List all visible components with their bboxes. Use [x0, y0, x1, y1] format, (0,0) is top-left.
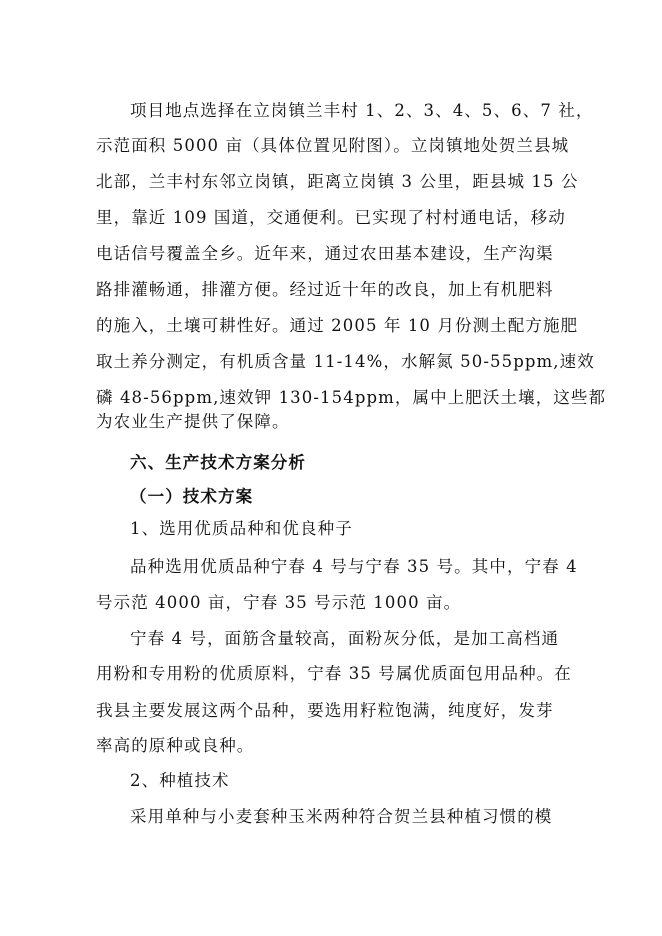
paragraph-line: 号示范 4000 亩，宁春 35 号示范 1000 亩。	[96, 593, 462, 612]
paragraph-line: 北部，兰丰村东邻立岗镇，距离立岗镇 3 公里，距县城 15 公	[96, 172, 579, 191]
list-item-heading: 1、选用优质品种和优良种子	[130, 519, 353, 538]
paragraph-line: 为农业生产提供了保障。	[96, 412, 290, 431]
list-item-heading: 2、种植技术	[130, 771, 230, 790]
paragraph-line: 示范面积 5000 亩（具体位置见附图）。立岗镇地处贺兰县城	[96, 136, 570, 155]
paragraph-line: 的施入，土壤可耕性好。通过 2005 年 10 月份测土配方施肥	[96, 316, 579, 335]
paragraph-line: 里，靠近 109 国道，交通便利。已实现了村村通电话，移动	[96, 208, 566, 227]
paragraph-line: 用粉和专用粉的优质原料，宁春 35 号属优质面包用品种。在	[96, 664, 572, 683]
paragraph-line: 磷 48-56ppm,速效钾 130-154ppm，属中上肥沃土壤，这些都	[96, 388, 607, 407]
paragraph-line: 电话信号覆盖全乡。近年来，通过农田基本建设，生产沟渠	[96, 244, 554, 263]
paragraph-line: 宁春 4 号，面筋含量较高，面粉灰分低，是加工高档通	[130, 629, 560, 648]
paragraph-line: 项目地点选择在立岗镇兰丰村 1、2、3、4、5、6、7 社，	[130, 101, 594, 120]
paragraph-line: 采用单种与小麦套种玉米两种符合贺兰县种植习惯的模	[130, 807, 553, 826]
paragraph-line: 取土养分测定，有机质含量 11-14%，水解氮 50-55ppm,速效	[96, 352, 595, 371]
paragraph-line: 品种选用优质品种宁春 4 号与宁春 35 号。其中，宁春 4	[130, 557, 578, 576]
paragraph-line: 我县主要发展这两个品种，要选用籽粒饱满，纯度好，发芽	[96, 701, 554, 720]
paragraph-line: 率高的原种或良种。	[96, 736, 255, 755]
subsection-heading: （一）技术方案	[130, 487, 254, 506]
paragraph-line: 路排灌畅通，排灌方便。经过近十年的改良，加上有机肥料	[96, 280, 554, 299]
section-heading: 六、生产技术方案分析	[130, 453, 306, 472]
